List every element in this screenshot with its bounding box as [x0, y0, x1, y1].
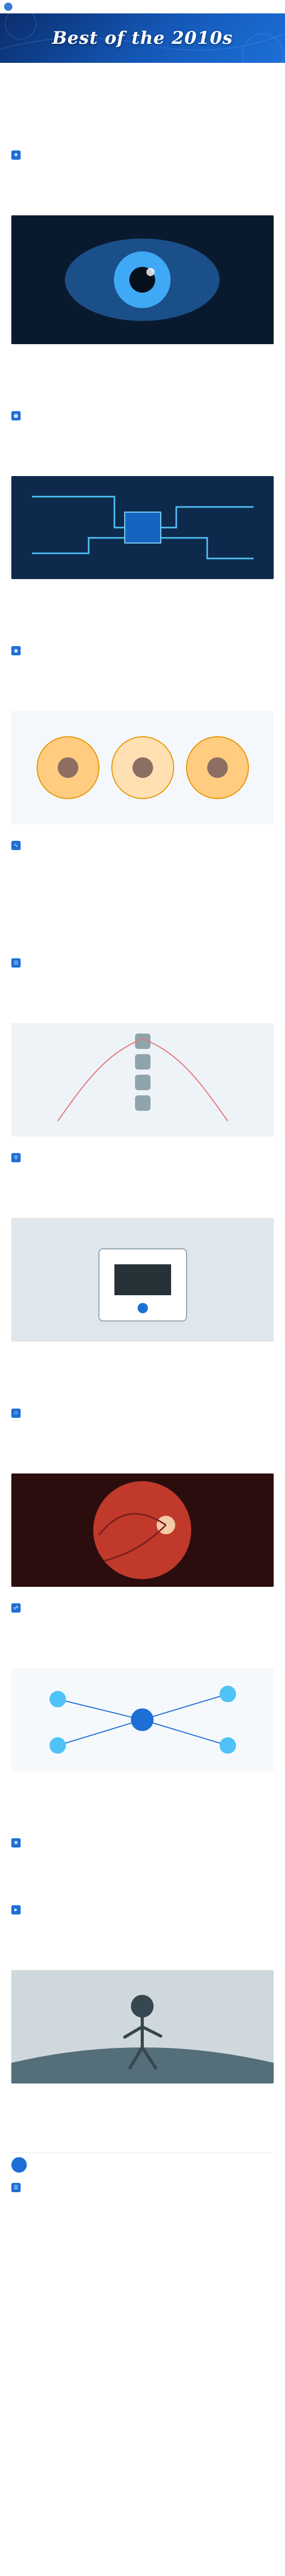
section-header — [11, 1409, 274, 1418]
eye-icon: ☉ — [11, 1409, 21, 1418]
reference-item — [11, 2320, 274, 2337]
section-paragraph — [11, 1356, 274, 1401]
spine-nerve-icon — [11, 1023, 274, 1137]
intro-paragraph — [11, 70, 274, 115]
reference-item — [11, 2402, 274, 2420]
section-paragraph — [11, 660, 274, 706]
section-title — [24, 151, 55, 159]
eye-icon — [11, 215, 274, 344]
figure-caption — [11, 1345, 274, 1351]
section-title — [24, 1409, 55, 1417]
section-header — [11, 411, 274, 420]
avatar[interactable] — [4, 3, 12, 11]
section-paragraph — [11, 1920, 274, 1965]
section-title — [24, 647, 55, 655]
chip-icon: ▣ — [11, 411, 21, 420]
figure-caption — [11, 827, 274, 834]
avatar[interactable] — [11, 2157, 27, 2173]
figure-network — [11, 1668, 274, 1771]
reference-item — [11, 2361, 274, 2379]
brain-icon: ❖ — [11, 150, 21, 160]
references-title — [24, 2183, 55, 2192]
figure-caption — [11, 347, 274, 353]
spine-icon: ☵ — [11, 958, 21, 968]
figure-eye-brain — [11, 215, 274, 344]
figure-spine — [11, 1023, 274, 1137]
section-header — [11, 1838, 274, 1848]
lab-instrument-icon — [11, 1218, 274, 1342]
intro-paragraph — [11, 121, 274, 143]
section-title — [24, 959, 55, 967]
section-header — [11, 1153, 274, 1162]
reference-item — [11, 2238, 274, 2255]
section-paragraph — [11, 1853, 274, 1898]
figure-caption — [11, 1590, 274, 1596]
microscope-icon: ⚲ — [11, 1153, 21, 1162]
section-title — [24, 841, 55, 850]
cell-icon: ◉ — [11, 646, 21, 655]
reference-item — [11, 2217, 274, 2234]
section-header — [11, 1905, 274, 1914]
reference-item — [11, 2423, 274, 2441]
author-card — [11, 2153, 274, 2177]
section-paragraph — [11, 1786, 274, 1831]
author-bio — [31, 2166, 113, 2173]
author-name[interactable] — [31, 2158, 113, 2165]
dna-icon: ∿ — [11, 841, 21, 850]
section-title — [24, 1154, 55, 1162]
network-diagram-icon — [11, 1668, 274, 1771]
section-paragraph — [11, 426, 274, 471]
reference-list — [11, 2196, 274, 2441]
figure-retina — [11, 1473, 274, 1587]
section-title — [24, 1839, 55, 1847]
article-body — [0, 63, 285, 2449]
figure-caption — [11, 1140, 274, 1146]
section-title — [24, 1906, 55, 1914]
circuit-icon — [11, 476, 274, 579]
section-header — [11, 958, 274, 968]
section-paragraph — [11, 1618, 274, 1663]
reference-item — [11, 2382, 274, 2399]
section-paragraph — [11, 1167, 274, 1213]
author-info — [31, 2158, 113, 2173]
section-header — [11, 841, 274, 850]
cell-diagram-icon — [11, 711, 274, 824]
figure-circuit — [11, 476, 274, 579]
section-paragraph — [11, 594, 274, 639]
section-header — [11, 646, 274, 655]
network-icon: ☍ — [11, 1603, 21, 1613]
section-paragraph — [11, 2098, 274, 2143]
reference-item — [11, 2341, 274, 2358]
runner-icon: ► — [11, 1905, 21, 1914]
virus-icon: ❋ — [11, 1838, 21, 1848]
reference-item — [11, 2299, 274, 2317]
figure-instrument — [11, 1218, 274, 1342]
section-header — [11, 150, 274, 160]
book-icon: ☰ — [11, 2183, 21, 2192]
section-title — [24, 412, 55, 420]
references-header — [11, 2183, 274, 2192]
figure-caption — [11, 1774, 274, 1781]
retina-icon — [11, 1473, 274, 1587]
section-paragraph — [11, 1423, 274, 1468]
sports-medicine-icon — [11, 1970, 274, 2083]
section-paragraph — [11, 359, 274, 404]
figure-sports — [11, 1970, 274, 2083]
section-paragraph — [11, 165, 274, 210]
section-header — [11, 1603, 274, 1613]
reference-item — [11, 2196, 274, 2214]
section-paragraph — [11, 906, 274, 951]
figure-caption — [11, 2087, 274, 2093]
section-paragraph — [11, 973, 274, 1018]
section-paragraph — [11, 855, 274, 901]
section-title — [24, 1604, 55, 1612]
figure-cells — [11, 711, 274, 824]
reference-item — [11, 2258, 274, 2276]
hero-banner — [0, 13, 285, 63]
figure-caption — [11, 582, 274, 588]
attribution-bar — [0, 0, 285, 13]
hero-title: Best of the 2010s — [52, 28, 233, 48]
reference-item — [11, 2279, 274, 2296]
